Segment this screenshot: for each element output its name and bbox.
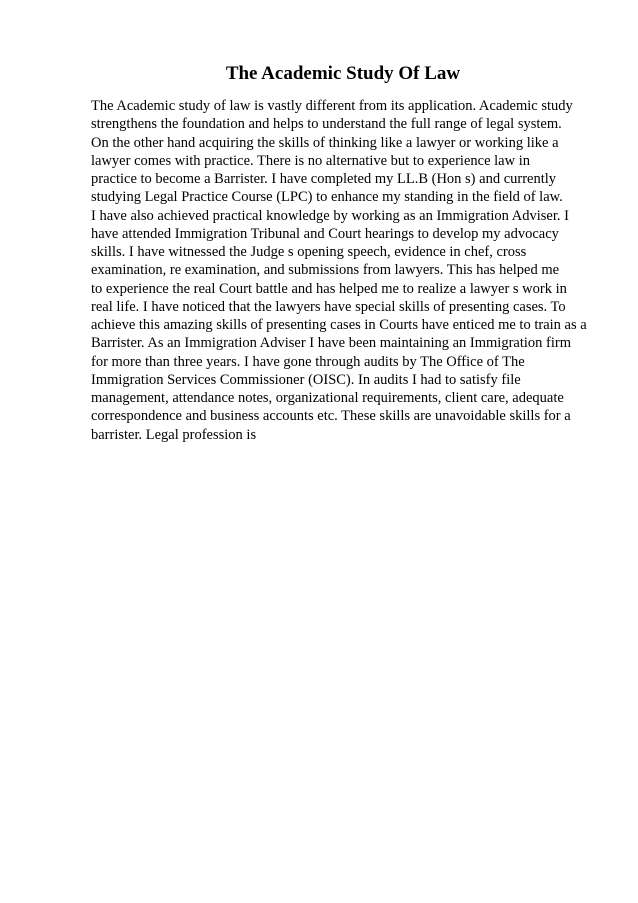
- body-line: studying Legal Practice Course (LPC) to enhance my standing in the field of law.: [91, 189, 563, 206]
- body-line: On the other hand acquiring the skills of thinking like a lawyer or working like a: [91, 134, 559, 151]
- body-line: achieve this amazing skills of presenting cases in Courts have enticed me to train as a: [91, 317, 587, 333]
- body-line: real life. I have noticed that the lawyers have special skills of presenting cases. To: [91, 298, 566, 315]
- body-line: skills. I have witnessed the Judge s opening speech, evidence in chef, cross: [91, 244, 527, 260]
- body-line: examination, re examination, and submissions from lawyers. This has helped me: [91, 262, 560, 279]
- body-line: I have also achieved practical knowledge by working as an Immigration Adviser. I: [91, 207, 569, 224]
- body-line: correspondence and business accounts etc. These skills are unavoidable skills for a: [91, 408, 571, 425]
- body-line: Immigration Services Commissioner (OISC). In audits I had to satisfy file: [91, 371, 521, 388]
- body-line: to experience the real Court battle and has helped me to realize a lawyer s work in: [91, 280, 567, 297]
- body-line: practice to become a Barrister. I have completed my LL.B (Hon s) and currently: [91, 171, 557, 187]
- body-line: for more than three years. I have gone through audits by The Office of The: [91, 353, 525, 370]
- body-line: management, attendance notes, organizational requirements, client care, adequate: [91, 390, 564, 406]
- document-title: The Academic Study Of Law: [225, 63, 461, 84]
- body-line: Barrister. As an Immigration Adviser I have been maintaining an Immigration firm: [91, 335, 571, 352]
- body-line: have attended Immigration Tribunal and Court hearings to develop my advocacy: [91, 225, 559, 242]
- body-line: strengthens the foundation and helps to understand the full range of legal system.: [91, 116, 562, 133]
- body-line: barrister. Legal profession is: [91, 426, 257, 443]
- document-body: [91, 97, 631, 444]
- body-line: The Academic study of law is vastly different from its application. Academic study: [91, 98, 573, 114]
- body-line: lawyer comes with practice. There is no alternative but to experience law in: [91, 152, 530, 169]
